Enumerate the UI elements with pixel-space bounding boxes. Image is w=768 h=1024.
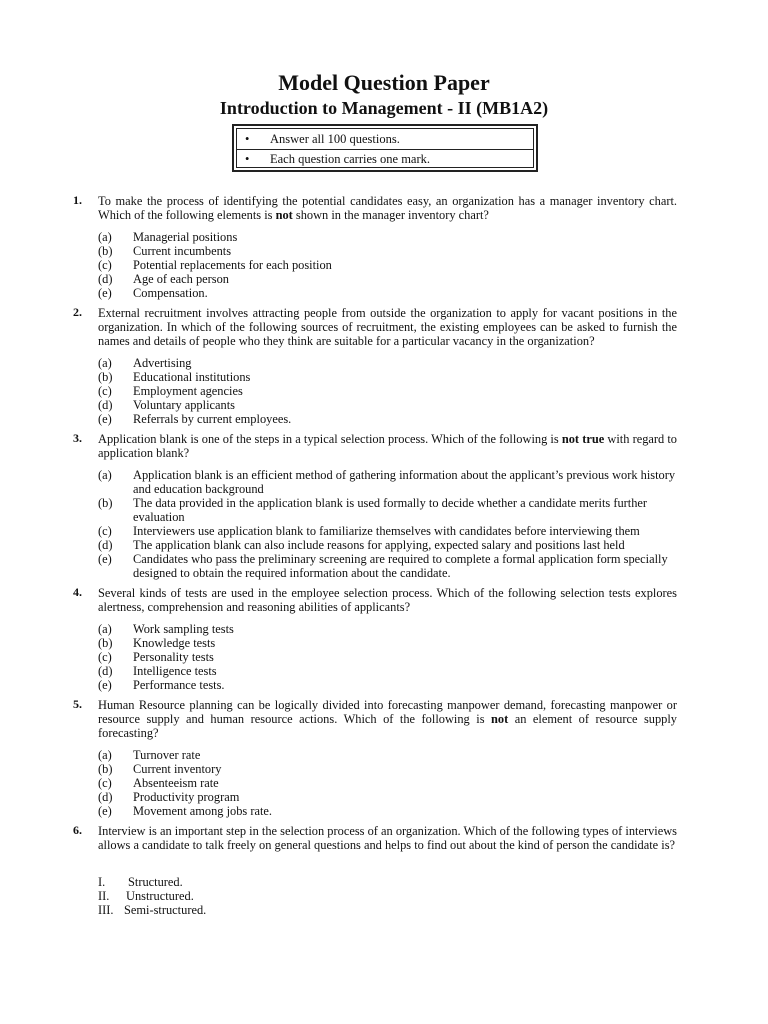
question-number: 2. (73, 305, 82, 319)
question-text: External recruitment involves attracting people from outside the organization to apply for vacant positions in the organization. In which of the following sources of recruitment, the existing employees can be asked to furnish the names and details of people who they think are suitable for a particular vacancy in the organization? (98, 306, 677, 348)
bullet-icon: • (245, 132, 250, 146)
instruction-text: Each question carries one mark. (270, 152, 431, 166)
instruction-text: Answer all 100 questions. (270, 132, 400, 146)
instruction-row (237, 129, 533, 150)
paper-title: Model Question Paper (278, 70, 490, 95)
question-number: 3. (73, 431, 82, 445)
question-number: 1. (73, 193, 82, 207)
bullet-icon: • (245, 152, 250, 166)
instruction-row (237, 149, 533, 169)
question-number: 5. (73, 697, 82, 711)
question-text: Human Resource planning can be logically divided into forecasting manpower demand, forecasting manpower or resource supply and human resource actions. Which of the following is not an element of resource supply forecasting? (98, 698, 677, 740)
question-number: 4. (73, 585, 82, 599)
question-number: 6. (73, 823, 82, 837)
question-text: Interview is an important step in the selection process of an organization. Which of the following types of interviews allows a candidate to talk freely on general questions and helps to find out about the kind of person the candidate is? (98, 824, 677, 852)
paper-subtitle: Introduction to Management - II (MB1A2) (219, 98, 549, 118)
instructions-box (232, 124, 538, 172)
emphasis: not (275, 208, 293, 222)
emphasis: not (491, 712, 509, 726)
question-text: To make the process of identifying the potential candidates easy, an organization has a manager inventory chart. Which of the following elements is not shown in the manager inventory chart? (98, 194, 677, 222)
question-text: Application blank is one of the steps in a typical selection process. Which of the following is not true with regard to application blank? (98, 432, 677, 460)
emphasis: not true (561, 432, 605, 446)
question-text: Several kinds of tests are used in the employee selection process. Which of the following selection tests explores alertness, comprehension and reasoning abilities of applicants? (98, 586, 677, 614)
